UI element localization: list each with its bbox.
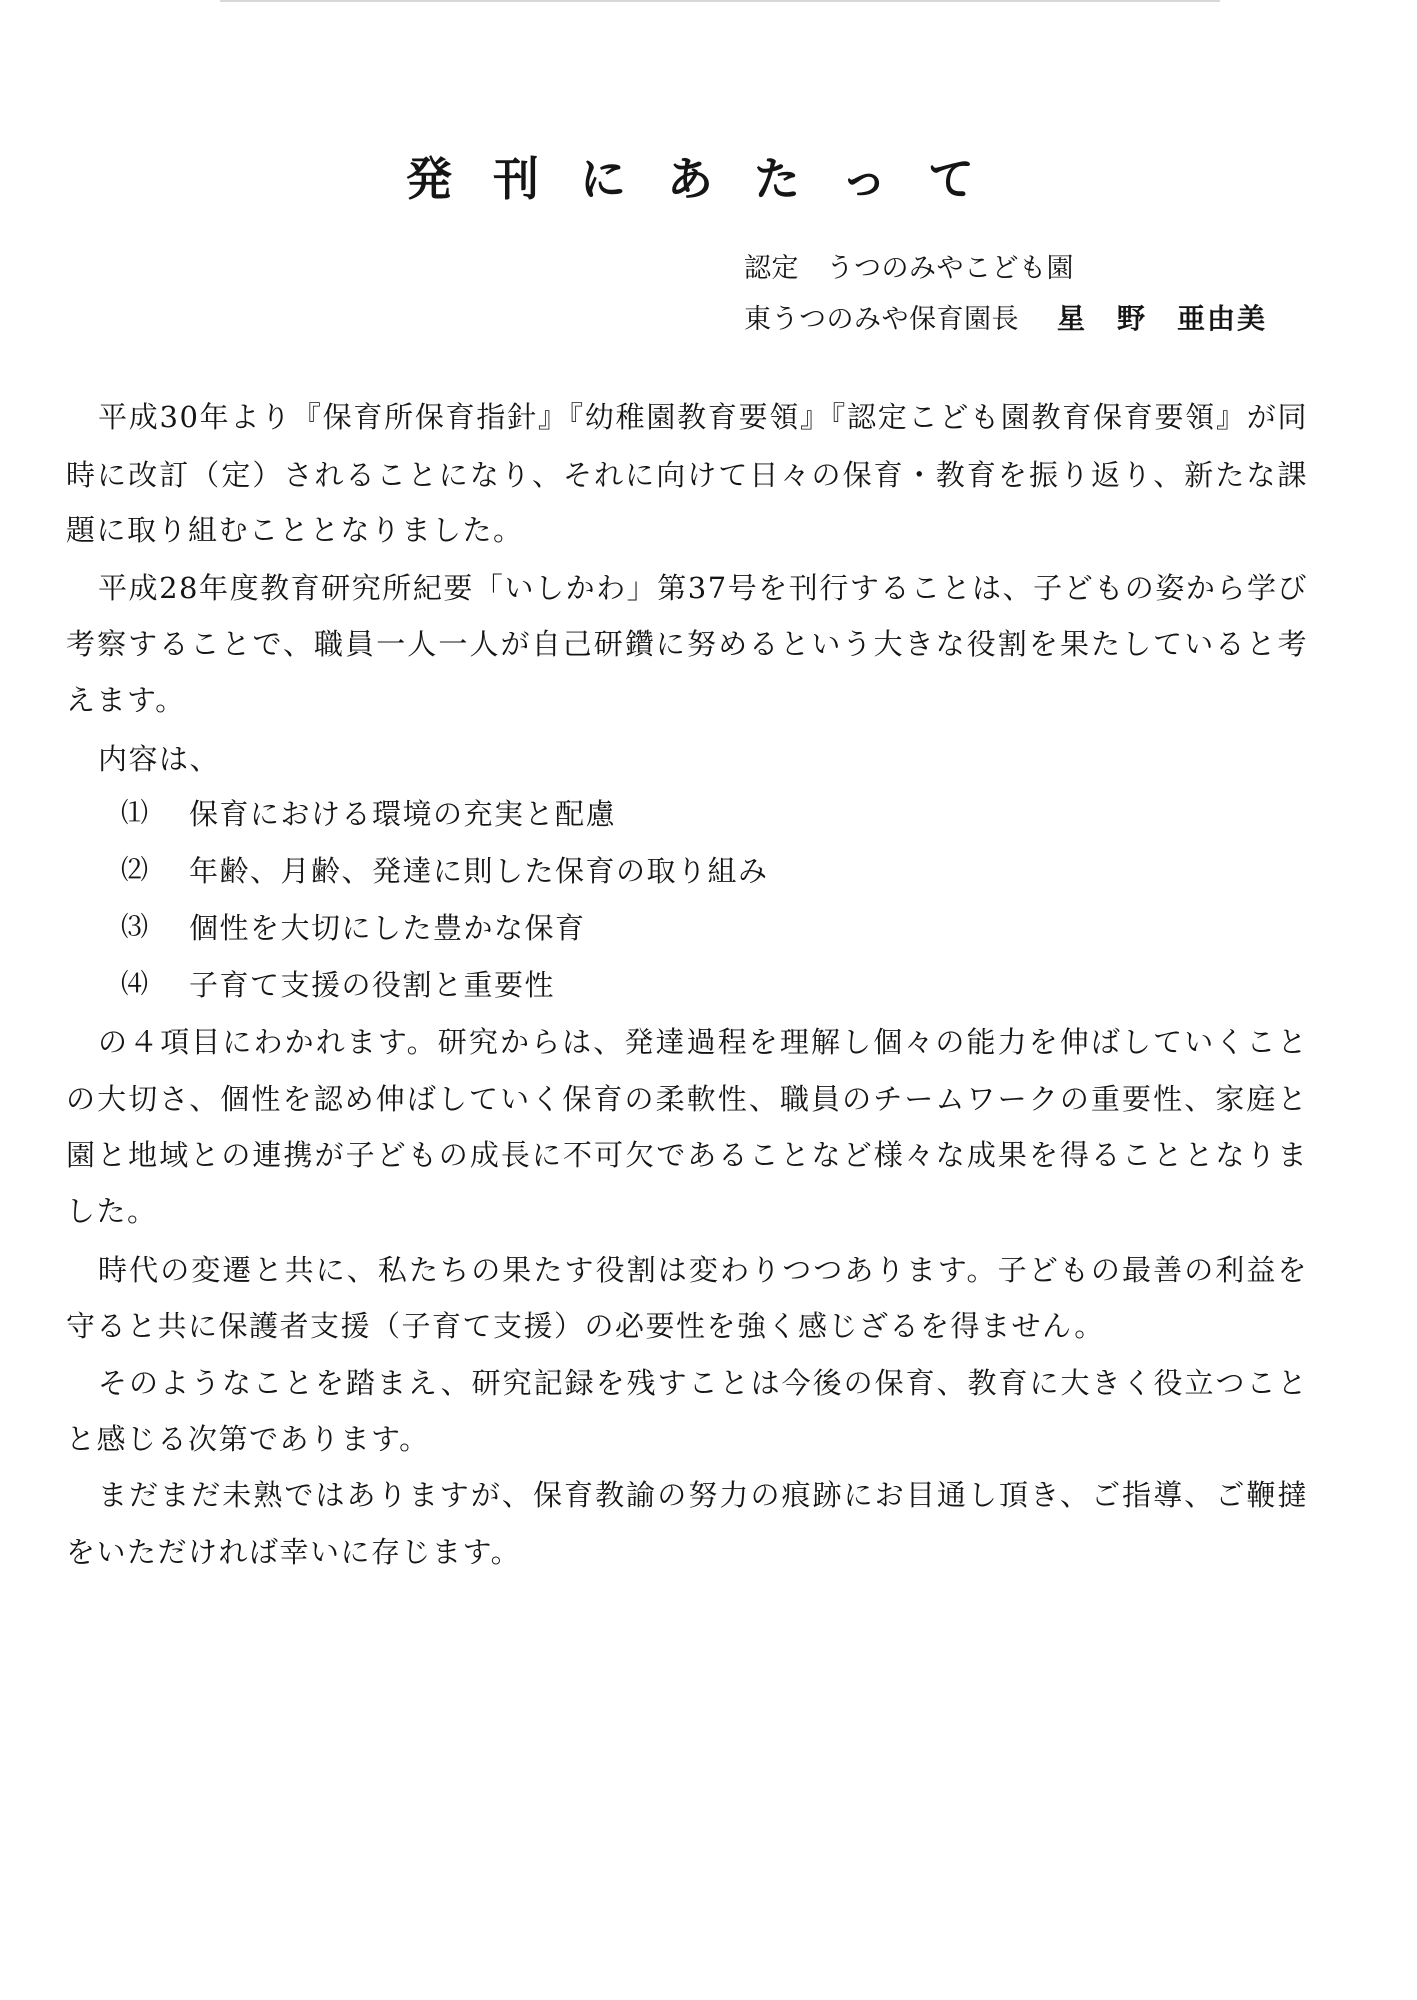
list-item-number: ⑶ <box>121 912 148 943</box>
paragraph-line: した。 <box>66 1194 158 1228</box>
paragraph-line: の大切さ、個性を認め伸ばしていく保育の柔軟性、職員のチームワークの重要性、家庭と <box>66 1082 1308 1116</box>
paragraph-line: まだまだ未熟ではありますが、保育教諭の努力の痕跡にお目通し頂き、ご指導、ご鞭撻 <box>98 1478 1308 1512</box>
document-title: 発刊にあたって <box>406 152 1015 206</box>
scan-edge-line <box>220 0 1220 2</box>
author-line <box>744 301 1267 337</box>
paragraph-line: えます。 <box>66 683 186 717</box>
paragraph-line: 平成30年より『保育所保育指針』『幼稚園教育要領』『認定こども園教育保育要領』が同 <box>98 400 1308 434</box>
paragraph-line: そのようなことを踏まえ、研究記録を残すことは今後の保育、教育に大きく役立つこと <box>98 1366 1308 1400</box>
list-item-number: ⑷ <box>121 969 148 1000</box>
list-item-number: ⑵ <box>121 855 148 886</box>
paragraph-line: 園と地域との連携が子どもの成長に不可欠であることなど様々な成果を得ることとなりま <box>66 1138 1308 1172</box>
paragraph-line: 時に改訂（定）されることになり、それに向けて日々の保育・教育を振り返り、新たな課 <box>66 458 1308 492</box>
paragraph-line: と感じる次第であります。 <box>66 1422 430 1456</box>
author-position: 東うつのみや保育園長 <box>744 304 1019 335</box>
paragraph-line: をいただければ幸いに存じます。 <box>66 1535 522 1569</box>
paragraph-line: 内容は、 <box>98 742 221 776</box>
paragraph-line: 平成28年度教育研究所紀要「いしかわ」第37号を刊行することは、子どもの姿から学び <box>98 571 1308 605</box>
list-item-text: 保育における環境の充実と配慮 <box>189 797 617 831</box>
paragraph-line: 時代の変遷と共に、私たちの果たす役割は変わりつつあります。子どもの最善の利益を <box>98 1253 1308 1287</box>
paragraph-line: の４項目にわかれます。研究からは、発達過程を理解し個々の能力を伸ばしていくこと <box>98 1025 1308 1059</box>
author-name: 星 野 亜由美 <box>1057 302 1268 335</box>
list-item-text: 個性を大切にした豊かな保育 <box>189 911 586 945</box>
list-item-text: 年齢、月齢、発達に則した保育の取り組み <box>189 854 769 888</box>
author-organization: 認定 うつのみやこども園 <box>744 253 1074 284</box>
paragraph-line: 題に取り組むこととなりました。 <box>66 513 524 547</box>
paragraph-line: 守ると共に保護者支援（子育て支援）の必要性を強く感じざるを得ません。 <box>66 1309 1105 1343</box>
paragraph-line: 考察することで、職員一人一人が自己研鑽に努めるという大きな役割を果たしていると考 <box>66 627 1309 661</box>
list-item-number: ⑴ <box>121 798 148 829</box>
list-item-text: 子育て支援の役割と重要性 <box>189 968 556 1002</box>
